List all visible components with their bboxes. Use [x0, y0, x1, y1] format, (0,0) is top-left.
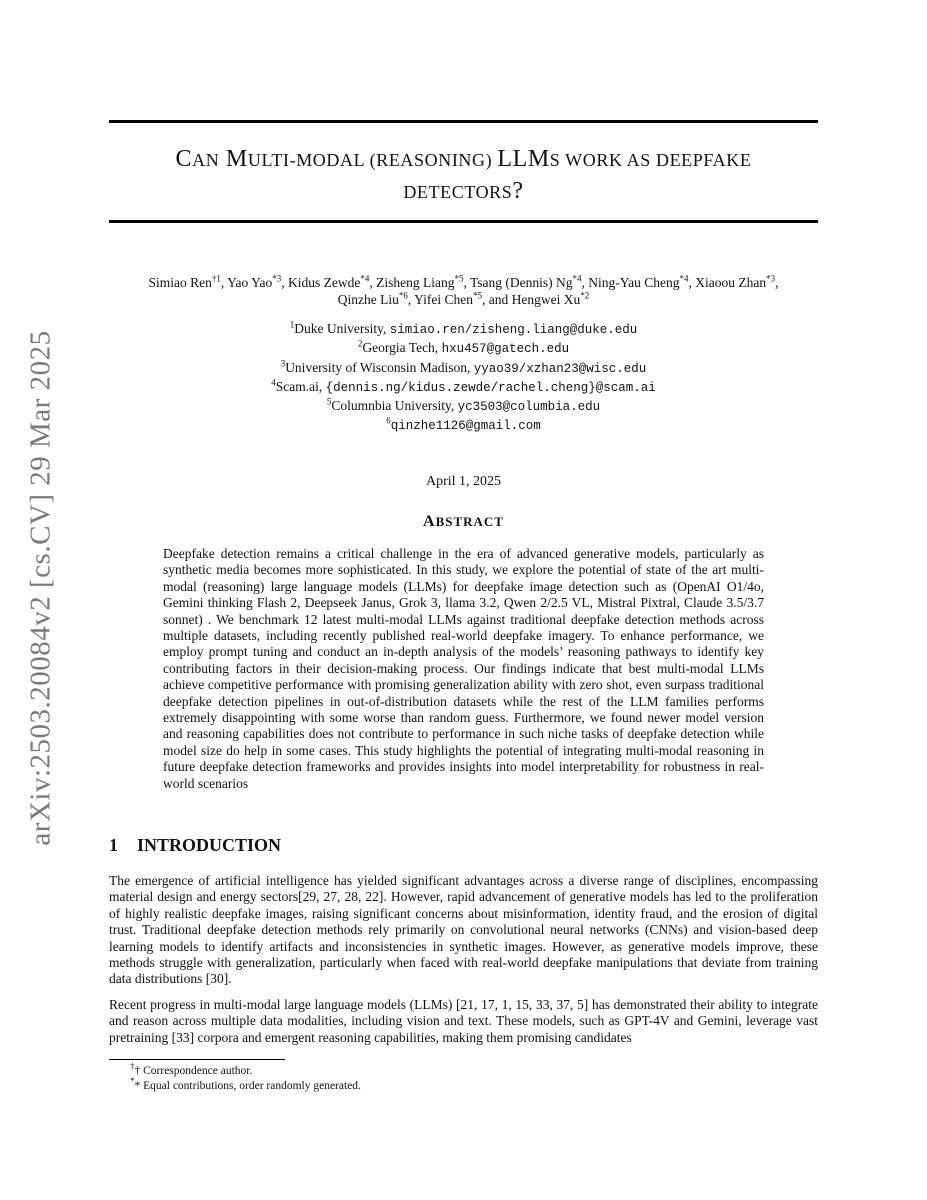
- author-name: Zisheng Liang: [376, 275, 455, 290]
- author-name: Simiao Ren: [148, 275, 212, 290]
- affiliation-email: yyao39/xzhan23@wisc.edu: [473, 361, 647, 376]
- author-affiliation-mark: *3: [766, 273, 776, 284]
- author-list: Simiao Ren$^{\dagger 1}$, Yao Yao$^{*3}$, Kidus Zewde$^{*4}$, Zisheng Liang$^{*5}$, Tsang (Dennis) Ng$^{*4}$, Ning-Yau Cheng$^{*4}$, Xiaoou Zhan$^{*3}$, Qinzhe Liu$^{*6}$, Yifei Chen$^{*5}$, and Hengwei Xu$^{*2}$: [148, 273, 779, 307]
- affiliation-number: 6: [386, 415, 391, 426]
- affiliation-line: [109, 378, 818, 397]
- affiliation-email: {dennis.ng/kidus.zewde/rachel.cheng}@scam.ai: [325, 380, 656, 395]
- affiliation-line: [109, 397, 818, 416]
- affiliation-line: [109, 339, 818, 358]
- author-name: Kidus Zewde: [288, 275, 361, 290]
- author-name: Yao Yao: [227, 275, 273, 290]
- affiliation-number: 1: [289, 319, 295, 330]
- title-top-rule: [109, 120, 818, 123]
- affiliation-number: 5: [326, 396, 332, 407]
- affiliation-line: [109, 359, 818, 378]
- affiliation-org: University of Wisconsin Madison,: [285, 359, 474, 375]
- section-number: 1: [109, 835, 118, 855]
- author-affiliation-mark: *5: [454, 273, 464, 284]
- author-affiliation-mark: *3: [272, 273, 282, 284]
- affiliation-line: [109, 416, 818, 435]
- arxiv-sidebar: [18, 318, 64, 858]
- author-affiliation-mark: *4: [679, 273, 689, 284]
- abstract-text: Deepfake detection remains a critical challenge in the era of advanced generative models, particularly as synthetic media becomes more sophisticated. In this study, we explore the potential of state of the art multi-modal (reasoning) large language models (LLMs) for deepfake image detection such as (OpenAI O1/4o, Gemini thinking Flash 2, Deepseek Janus, Grok 3, llama 3.2, Qwen 2/2.5 VL, Mistral Pixtral, Claude 3.5/3.7 sonnet) . We benchmark 12 latest multi-modal LLMs against traditional deepfake detection methods across multiple datasets, including recently published real-world deepfake imagery. To enhance performance, we employ prompt tuning and conduct an in-depth analysis of the models’ reasoning pathways to identify key contributing factors in their decision-making process. Our findings indicate that best multi-modal LLMs achieve competitive performance with promising generalization ability with zero shot, even surpass traditional deepfake detection pipelines in out-of-distribution datasets while the rest of the LLM families performs extremely disappointing with some worse than random guess. Furthermore, we found newer model version and reasoning capabilities does not contribute to performance in such niche tasks of deepfake detection while model size do help in some cases. This study highlights the potential of integrating multi-modal reasoning in future deepfake detection frameworks and provides insights into model interpretability for robustness in real-world scenarios: [163, 546, 764, 791]
- affiliation-number: 4: [271, 377, 276, 388]
- author-name: Tsang (Dennis) Ng: [469, 275, 573, 290]
- footnote-1: †† Correspondence author.: [130, 1061, 253, 1077]
- author-name: Xiaoou Zhan: [695, 275, 767, 290]
- affiliation-email: hxu457@gatech.edu: [441, 342, 570, 357]
- paper-date: April 1, 2025: [425, 474, 502, 489]
- affiliation-org: Scam.ai,: [275, 378, 326, 394]
- affiliation-number: 3: [280, 358, 286, 369]
- affiliation-line: [109, 320, 818, 339]
- affiliation-number: 2: [357, 338, 363, 349]
- affiliation-list: [109, 320, 818, 436]
- author-name: Yifei Chen: [414, 292, 473, 307]
- footnote-2: ** Equal contributions, order randomly generated.: [130, 1076, 361, 1092]
- section-title: INTRODUCTION: [137, 835, 282, 855]
- abstract-heading: ABSTRACT: [423, 513, 504, 530]
- intro-paragraph-2: Recent progress in multi-modal large language models (LLMs) [21, 17, 1, 15, 33, 37, 5] has demonstrated their ability to integrate and reason across multiple data modalities, including vision and text. These models, such as GPT-4V and Gemini, leverage vast pretraining [33] corpora and emergent reasoning capabilities, making them promising candidates: [109, 997, 818, 1045]
- author-name: and Hengwei Xu: [488, 292, 581, 307]
- affiliation-email: qinzhe1126@gmail.com: [390, 419, 541, 434]
- author-name: Ning-Yau Cheng: [588, 275, 680, 290]
- affiliation-org: Georgia Tech,: [362, 340, 442, 356]
- author-affiliation-mark: *2: [580, 290, 590, 301]
- footnote-rule: [109, 1059, 285, 1060]
- author-affiliation-mark: *6: [398, 290, 408, 301]
- title-bottom-rule: [109, 220, 818, 223]
- arxiv-identifier: arXiv:2503.20084v2 [cs.CV] 29 Mar 2025: [24, 330, 57, 846]
- affiliation-email: simiao.ren/zisheng.liang@duke.edu: [389, 323, 638, 337]
- author-affiliation-mark: *4: [360, 273, 370, 284]
- author-affiliation-mark: †1: [211, 273, 221, 284]
- affiliation-org: Duke University,: [294, 321, 390, 336]
- author-affiliation-mark: *4: [572, 273, 582, 284]
- author-affiliation-mark: *5: [473, 290, 482, 301]
- intro-paragraph-1: The emergence of artificial intelligence has yielded significant advantages across a diverse range of disciplines, encompassing material design and energy sectors[29, 27, 28, 22]. However, rapid advancement of generative models has led to the proliferation of highly realistic deepfake images, raising significant concerns about misinformation, identity fraud, and the erosion of digital trust. Traditional deepfake detection methods rely primarily on convolutional neural networks (CNNs) and vision-based deep learning models to identify artifacts and inconsistencies in synthetic images. However, as generative models improve, these methods struggle with generalization, particularly when faced with real-world deepfake manipulations that deviate from training data distributions [30].: [109, 873, 818, 987]
- paper-title: CAN MULTI-MODAL (REASONING) LLMS WORK AS DEEPFAKE DETECTORS?: [175, 146, 752, 204]
- affiliation-email: yc3503@columbia.edu: [457, 400, 601, 415]
- author-name: Qinzhe Liu: [337, 292, 399, 307]
- section-heading: [109, 835, 281, 856]
- affiliation-org: Columnbia University,: [331, 398, 458, 414]
